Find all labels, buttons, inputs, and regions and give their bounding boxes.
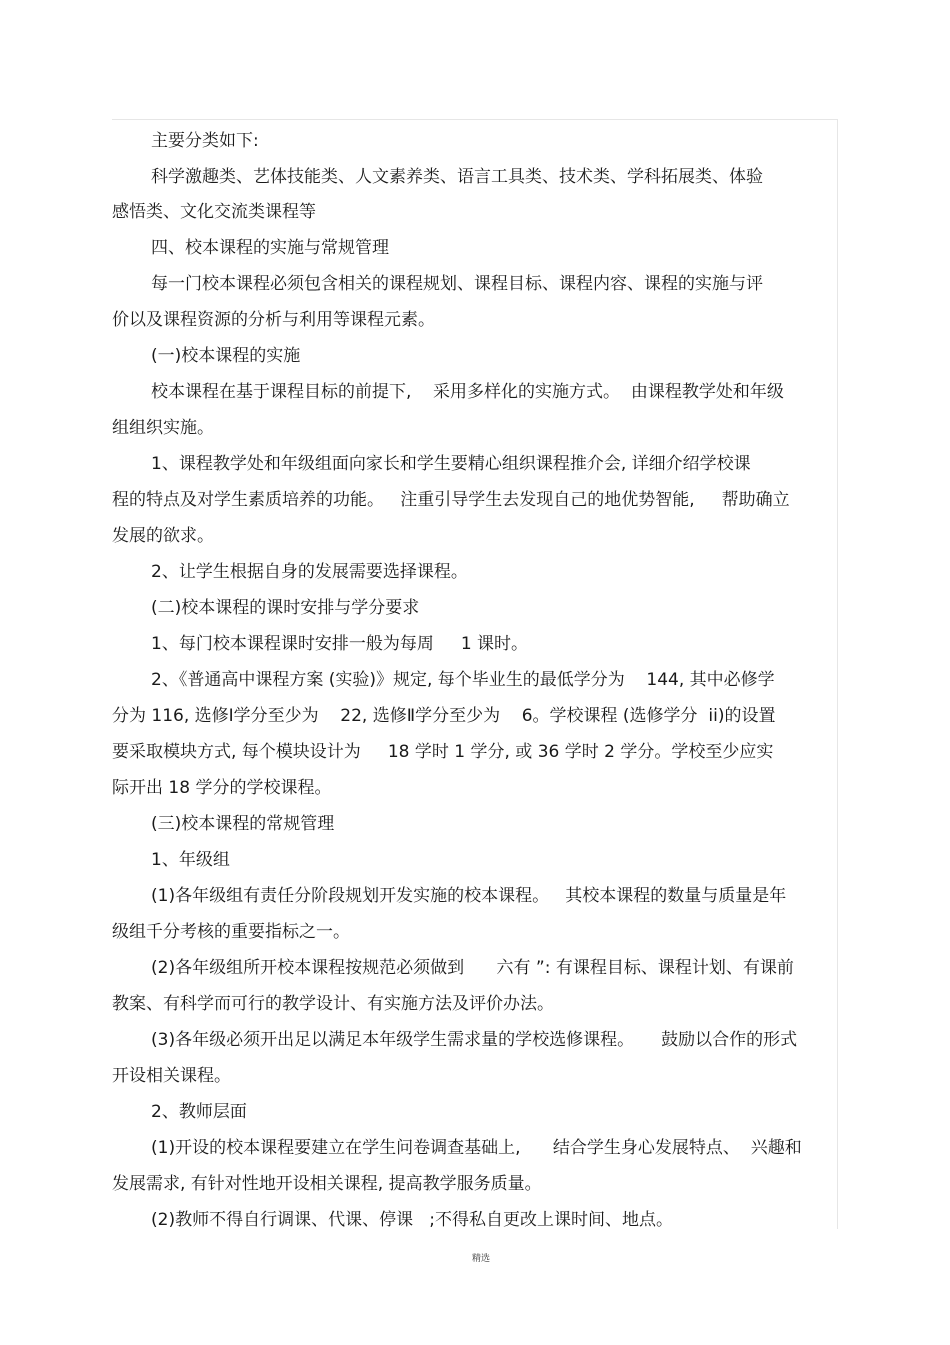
text-line: (2)教师不得自行调课、代课、停课 ;不得私自更改上课时间、地点。	[151, 1210, 674, 1230]
text-line: 程的特点及对学生素质培养的功能。 注重引导学生去发现自己的地优势智能, 帮助确立	[112, 490, 790, 510]
text-line: 主要分类如下:	[151, 131, 259, 151]
page-footer: 精选	[471, 1254, 490, 1264]
text-line: 2、让学生根据自身的发展需要选择课程。	[151, 562, 468, 582]
text-line: 发展的欲求。	[112, 526, 214, 546]
text-line: 2、教师层面	[151, 1102, 247, 1122]
text-line: 1、每门校本课程课时安排一般为每周 1 课时。	[151, 634, 529, 654]
text-line: 校本课程在基于课程目标的前提下, 采用多样化的实施方式。 由课程教学处和年级	[151, 382, 784, 402]
text-line: (3)各年级必须开出足以满足本年级学生需求量的学校选修课程。 鼓励以合作的形式	[151, 1030, 798, 1050]
text-line: 感悟类、文化交流类课程等	[112, 202, 316, 222]
text-line: (1)各年级组有责任分阶段规划开发实施的校本课程。 其校本课程的数量与质量是年	[151, 886, 787, 906]
text-line: 开设相关课程。	[112, 1066, 231, 1086]
text-line: 2、《普通高中课程方案 (实验)》规定, 每个毕业生的最低学分为 144, 其中必修学	[151, 670, 775, 690]
section-heading: 四、校本课程的实施与常规管理	[151, 238, 389, 258]
text-line: (1)开设的校本课程要建立在学生问卷调查基础上, 结合学生身心发展特点、 兴趣和	[151, 1138, 802, 1158]
page-border-top	[112, 119, 838, 120]
text-line: 价以及课程资源的分析与利用等课程元素。	[112, 310, 435, 330]
text-line: 1、课程教学处和年级组面向家长和学生要精心组织课程推介会, 详细介绍学校课	[151, 454, 751, 474]
text-line: 要采取模块方式, 每个模块设计为 18 学时 1 学分, 或 36 学时 2 学分。学校至少应实	[112, 742, 774, 762]
text-line: 发展需求, 有针对性地开设相关课程, 提高教学服务质量。	[112, 1174, 542, 1194]
text-line: 教案、有科学而可行的教学设计、有实施方法及评价办法。	[112, 994, 554, 1014]
text-line: (2)各年级组所开校本课程按规范必须做到 六有 ”: 有课程目标、课程计划、有课前	[151, 958, 794, 978]
text-line: 每一门校本课程必须包含相关的课程规划、课程目标、课程内容、课程的实施与评	[151, 274, 763, 294]
text-line: 1、年级组	[151, 850, 230, 870]
text-line: 科学激趣类、艺体技能类、人文素养类、语言工具类、技术类、学科拓展类、体验	[151, 167, 763, 187]
subsection-heading: (二)校本课程的课时安排与学分要求	[151, 598, 420, 618]
text-line: 际开出 18 学分的学校课程。	[112, 778, 332, 798]
text-line: 组组织实施。	[112, 418, 214, 438]
subsection-heading: (三)校本课程的常规管理	[151, 814, 335, 834]
page-border-right	[837, 119, 838, 1229]
text-line: 分为 116, 选修Ⅰ学分至少为 22, 选修Ⅱ学分至少为 6。学校课程 (选修学分 ii)的设置	[112, 706, 776, 726]
text-line: 级组千分考核的重要指标之一。	[112, 922, 350, 942]
subsection-heading: (一)校本课程的实施	[151, 346, 301, 366]
